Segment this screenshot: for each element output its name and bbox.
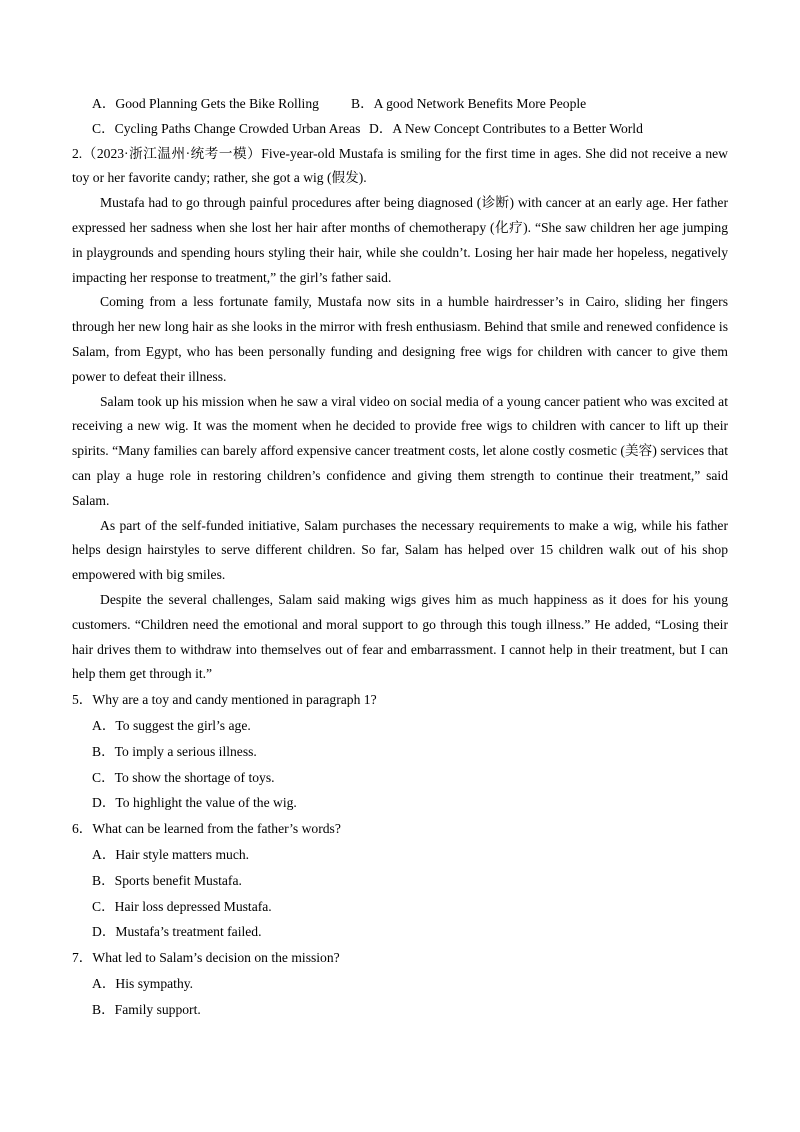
question-5-option-b: B．To imply a serious illness. [92, 743, 257, 759]
question-6-option-d: D．Mustafa’s treatment failed. [92, 924, 262, 940]
question-6-option-c: C．Hair loss depressed Mustafa. [92, 898, 272, 914]
option-b: B．A good Network Benefits More People [351, 96, 587, 111]
passage-paragraph-3: Salam took up his mission when he saw a viral video on social media of a young cancer patient who was excited at receiving a new wig. It was the moment when he decided to provide free wigs to children with cancer to lift up their spirits. “Many families can barely afford expensive cancer treatment costs, let alone costly cosmetic (美容) services that can play a huge role in restoring children’s confidence and giving them strength to continue their treatment,” said Salam. [72, 393, 728, 508]
question-5-stem: 5．Why are a toy and candy mentioned in paragraph 1? [72, 692, 377, 708]
option-a: A．Good Planning Gets the Bike Rolling [92, 96, 319, 111]
question-7-stem: 7．What led to Salam’s decision on the mission? [72, 950, 340, 966]
option-c: C．Cycling Paths Change Crowded Urban Areas [92, 120, 361, 136]
question-5-option-a: A．To suggest the girl’s age. [92, 717, 251, 733]
passage-header: 2.（2023·浙江温州·统考一模）Five-year-old Mustafa is smiling for the first time in ages. She did not receive a new toy or her favorite candy; rather, she got a wig (假发). [72, 145, 728, 186]
question-6-option-a: A．Hair style matters much. [92, 846, 250, 862]
passage-paragraph-5: Despite the several challenges, Salam said making wigs gives him as much happiness as it does for his young customers. “Children need the emotional and moral support to go through this tough illness.” He added, “Losing their hair drives them to withdraw into themselves out of fear and embarrassment. I cannot help in their treatment, but I can help them get through it.” [72, 591, 728, 682]
document-page [72, 92, 728, 1022]
question-7-option-b: B．Family support. [92, 1001, 201, 1017]
passage-paragraph-1: Mustafa had to go through painful procedures after being diagnosed (诊断) with cancer at an early age. Her father expressed her sadness when she lost her hair after months of chemotherapy (化疗). “She saw children her age jumping in playgrounds and spending hours styling their hair, while she couldn’t. Losing her hair made her hopeless, negatively impacting her response to treatment,” the girl’s father said. [72, 195, 728, 285]
question-6-stem: 6．What can be learned from the father’s words? [72, 821, 341, 837]
option-d: D．A New Concept Contributes to a Better World [369, 120, 643, 136]
prev-options-row-1 [72, 92, 728, 117]
passage-paragraph-4: As part of the self-funded initiative, Salam purchases the necessary requirements to make a wig, while his father helps design hairstyles to serve different children. So far, Salam has helped over 15 children walk out of his shop empowered with big smiles. [72, 517, 728, 583]
passage-paragraph-2: Coming from a less fortunate family, Mustafa now sits in a humble hairdresser’s in Cairo, sliding her fingers through her new long hair as she looks in the mirror with fresh enthusiasm. Behind that smile and renewed confidence is Salam, from Egypt, who has been personally funding and designing free wigs for children with cancer to give them power to defeat their illness. [72, 294, 728, 384]
prev-options-row-2 [72, 117, 728, 142]
question-6-option-b: B．Sports benefit Mustafa. [92, 872, 242, 888]
question-7-option-a: A．His sympathy. [92, 975, 194, 991]
question-5-option-d: D．To highlight the value of the wig. [92, 795, 297, 811]
question-5-option-c: C．To show the shortage of toys. [92, 769, 275, 785]
